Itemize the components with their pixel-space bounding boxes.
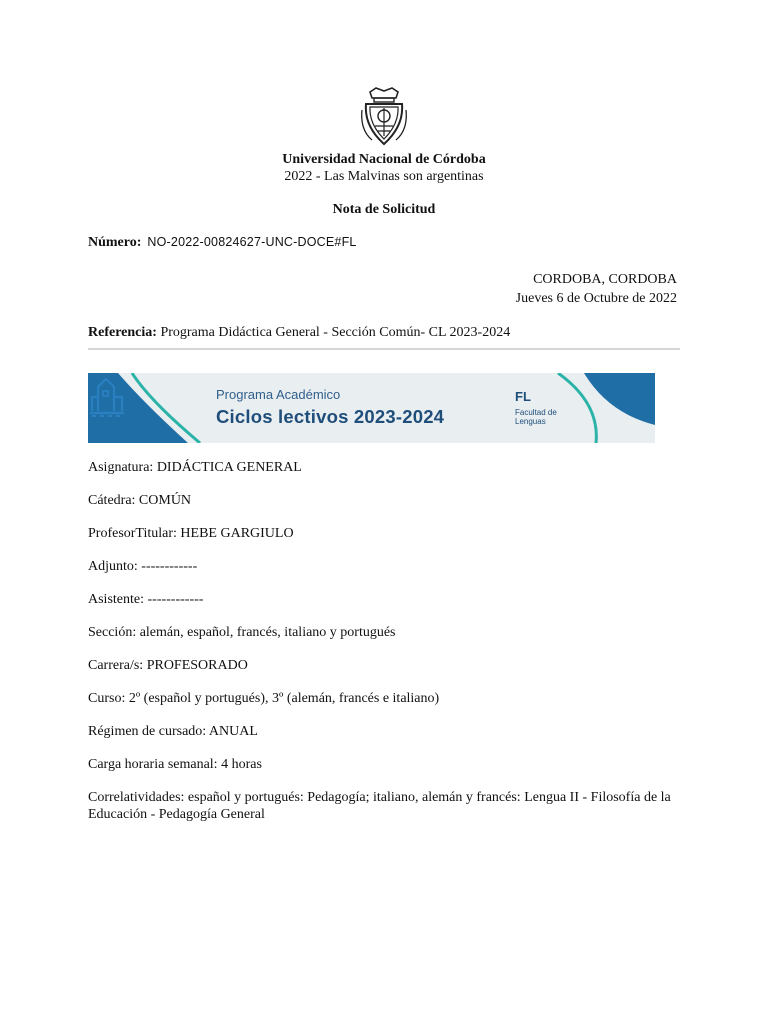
banner-line1: Programa Académico bbox=[216, 387, 341, 402]
logo-abbreviation: FL bbox=[515, 389, 531, 404]
field-asignatura: Asignatura: DIDÁCTICA GENERAL bbox=[88, 460, 302, 475]
motto: 2022 - Las Malvinas son argentinas bbox=[284, 169, 484, 184]
university-name: Universidad Nacional de Córdoba bbox=[282, 152, 486, 167]
logo-name: Facultad de Lenguas bbox=[515, 408, 557, 426]
numero-label: Número: bbox=[88, 235, 142, 250]
field-seccion: Sección: alemán, español, francés, italiano y portugués bbox=[88, 625, 396, 640]
divider bbox=[88, 348, 680, 350]
banner-line2: Ciclos lectivos 2023-2024 bbox=[216, 406, 445, 427]
date: Jueves 6 de Octubre de 2022 bbox=[515, 291, 677, 306]
place: CORDOBA, CORDOBA bbox=[533, 272, 677, 287]
numero-value: NO-2022-00824627-UNC-DOCE#FL bbox=[147, 235, 357, 249]
field-asistente: Asistente: ------------ bbox=[88, 592, 204, 607]
field-regimen: Régimen de cursado: ANUAL bbox=[88, 724, 258, 739]
facultad-lenguas-logo-icon bbox=[88, 373, 126, 417]
referencia-line bbox=[88, 325, 510, 341]
field-adjunto: Adjunto: ------------ bbox=[88, 559, 198, 574]
document-type: Nota de Solicitud bbox=[332, 202, 436, 217]
university-crest-icon bbox=[360, 86, 408, 148]
field-catedra: Cátedra: COMÚN bbox=[88, 493, 192, 508]
numero-line bbox=[88, 235, 357, 251]
referencia-label: Referencia: bbox=[88, 325, 157, 340]
referencia-value: Programa Didáctica General - Sección Común- CL 2023-2024 bbox=[160, 325, 511, 340]
field-carga-horaria: Carga horaria semanal: 4 horas bbox=[88, 757, 262, 772]
field-curso: Curso: 2º (español y portugués), 3º (alemán, francés e italiano) bbox=[88, 691, 440, 706]
field-profesor-titular: ProfesorTitular: HEBE GARGIULO bbox=[88, 526, 294, 541]
field-correlatividades: Correlatividades: español y portugués: Pedagogía; italiano, alemán y francés: Lengua II - Filosofía de la Educación - Pedagogía General bbox=[88, 790, 671, 822]
program-banner bbox=[88, 373, 655, 443]
field-carrera: Carrera/s: PROFESORADO bbox=[88, 658, 248, 673]
